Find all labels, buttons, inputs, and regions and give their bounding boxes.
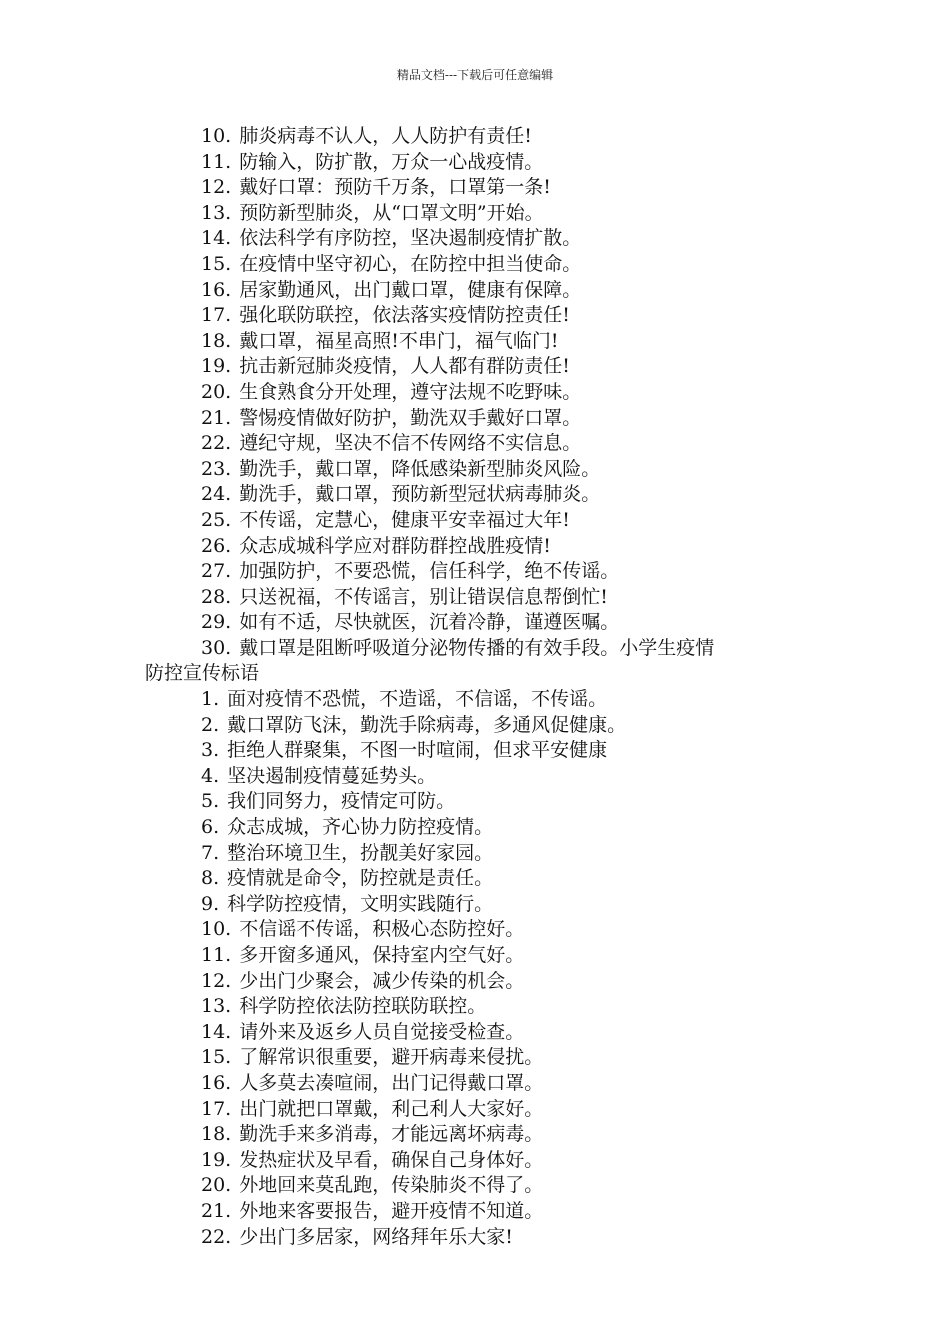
list-item [145, 380, 825, 406]
list-item-text: 戴口罩是阻断呼吸道分泌物传播的有效手段。小学生疫情 [239, 636, 715, 659]
list-item [145, 534, 825, 560]
list-item [145, 329, 825, 355]
list-item-number: 12. [201, 969, 232, 992]
list-item [145, 1173, 825, 1199]
list-item [145, 764, 825, 790]
list-item-text: 坚决遏制疫情蔓延势头。 [227, 764, 437, 787]
list-item-number: 18. [201, 1123, 232, 1146]
list-item-text: 强化联防联控，依法落实疫情防控责任! [239, 304, 570, 327]
list-item-text: 戴口罩防飞沫，勤洗手除病毒，多通风促健康。 [227, 713, 627, 736]
list-item-text: 勤洗手，戴口罩，预防新型冠状病毒肺炎。 [239, 483, 601, 506]
list-item-number: 22. [201, 1225, 232, 1248]
list-item [145, 175, 825, 201]
list-item-text: 外地回来莫乱跑，传染肺炎不得了。 [239, 1174, 544, 1197]
list-item-number: 1. [201, 688, 220, 711]
list-item [145, 789, 825, 815]
list-item-text: 了解常识很重要，避开病毒来侵扰。 [239, 1046, 544, 1069]
list-item-number: 30. [201, 636, 232, 659]
list-item [145, 866, 825, 892]
list-item [145, 1045, 825, 1071]
list-item [145, 713, 825, 739]
list-item-text: 预防新型肺炎，从“口罩文明”开始。 [239, 201, 544, 224]
list-item-number: 29. [201, 611, 232, 634]
list-item-number: 17. [201, 304, 232, 327]
list-item [145, 201, 825, 227]
list-item-text: 依法科学有序防控，坚决遏制疫情扩散。 [239, 227, 582, 250]
list-item [145, 559, 825, 585]
list-item-text: 只送祝福，不传谣言，别让错误信息帮倒忙! [239, 585, 608, 608]
slogan-list-2 [145, 687, 825, 1250]
list-item [145, 150, 825, 176]
list-item [145, 738, 825, 764]
list-item-text: 肺炎病毒不认人，人人防护有责任! [239, 125, 532, 147]
list-item-number: 25. [201, 508, 232, 531]
list-item-text: 请外来及返乡人员自觉接受检查。 [239, 1020, 525, 1043]
list-item [145, 1020, 825, 1046]
list-item-number: 16. [201, 278, 232, 301]
list-item [145, 917, 825, 943]
list-item-text: 拒绝人群聚集，不图一时喧闹，但求平安健康 [227, 739, 608, 762]
document-body [145, 124, 825, 1250]
list-item [145, 1199, 825, 1225]
list-item [145, 943, 825, 969]
list-item [145, 1225, 825, 1251]
list-item-text: 不信谣不传谣，积极心态防控好。 [239, 918, 525, 941]
list-item-number: 27. [201, 560, 232, 583]
list-item [145, 1071, 825, 1097]
list-item-number: 6. [201, 816, 220, 839]
list-item-number: 24. [201, 483, 232, 506]
list-item [145, 482, 825, 508]
list-item-number: 4. [201, 764, 220, 787]
list-item-number: 15. [201, 1046, 232, 1069]
list-item-text: 生食熟食分开处理，遵守法规不吃野味。 [239, 380, 582, 403]
list-item-number: 19. [201, 355, 232, 378]
list-item-number: 21. [201, 1199, 232, 1222]
list-item-text: 外地来客要报告，避开疫情不知道。 [239, 1199, 544, 1222]
list-item-text: 人多莫去凑喧闹，出门记得戴口罩。 [239, 1071, 544, 1094]
list-item [145, 585, 825, 611]
list-item-number: 3. [201, 739, 220, 762]
list-item-number: 20. [201, 1174, 232, 1197]
list-item-text: 如有不适，尽快就医，沉着冷静，谨遵医嘱。 [239, 611, 620, 634]
list-item-number: 21. [201, 406, 232, 429]
list-item-number: 13. [201, 995, 232, 1018]
list-item-text: 疫情就是命令，防控就是责任。 [227, 867, 494, 890]
list-item-number: 20. [201, 380, 232, 403]
list-item-number: 23. [201, 457, 232, 480]
list-item [145, 1097, 825, 1123]
list-item-number: 10. [201, 918, 232, 941]
list-item-text: 戴好口罩：预防千万条，口罩第一条! [239, 176, 551, 199]
list-item-number: 19. [201, 1148, 232, 1171]
list-item-text: 科学防控依法防控联防联控。 [239, 995, 487, 1018]
list-item-number: 22. [201, 432, 232, 455]
list-item [145, 303, 825, 329]
section-heading-continuation: 防控宣传标语 [145, 662, 260, 685]
list-item-number: 12. [201, 176, 232, 199]
list-item-text: 不传谣，定慧心，健康平安幸福过大年! [239, 508, 570, 531]
list-item-number: 16. [201, 1071, 232, 1094]
slogan-list-1 [145, 124, 825, 636]
list-item [145, 841, 825, 867]
list-item-bridge [145, 636, 825, 687]
list-item-text: 面对疫情不恐慌，不造谣，不信谣，不传谣。 [227, 688, 608, 711]
list-item-text: 发热症状及早看，确保自己身体好。 [239, 1148, 544, 1171]
list-item-text: 多开窗多通风，保持室内空气好。 [239, 944, 525, 966]
list-item-text: 警惕疫情做好防护，勤洗双手戴好口罩。 [239, 406, 582, 429]
list-item-text: 整治环境卫生，扮靓美好家园。 [227, 841, 494, 864]
list-item [145, 354, 825, 380]
list-item-number: 2. [201, 713, 220, 736]
list-item-number: 14. [201, 227, 232, 250]
list-item-text: 众志成城科学应对群防群控战胜疫情! [239, 534, 551, 557]
list-item [145, 610, 825, 636]
list-item [145, 252, 825, 278]
list-item-number: 14. [201, 1020, 232, 1043]
list-item [145, 815, 825, 841]
list-item [145, 124, 825, 150]
list-item-text: 少出门少聚会，减少传染的机会。 [239, 969, 525, 992]
list-item [145, 457, 825, 483]
list-item [145, 1122, 825, 1148]
list-item-text: 抗击新冠肺炎疫情，人人都有群防责任! [239, 355, 570, 378]
list-item-text: 加强防护，不要恐慌，信任科学，绝不传谣。 [239, 560, 620, 583]
list-item-number: 11. [201, 150, 232, 173]
list-item [145, 994, 825, 1020]
list-item-text: 勤洗手，戴口罩，降低感染新型肺炎风险。 [239, 457, 601, 480]
list-item-number: 5. [201, 790, 220, 813]
list-item [145, 969, 825, 995]
list-item [145, 278, 825, 304]
list-item-number: 17. [201, 1097, 232, 1120]
list-item-number: 11. [201, 944, 232, 966]
list-item-text: 少出门多居家，网络拜年乐大家! [239, 1225, 513, 1248]
list-item-number: 13. [201, 201, 232, 224]
list-item-text: 在疫情中坚守初心，在防控中担当使命。 [239, 252, 582, 275]
list-item-text: 众志成城，齐心协力防控疫情。 [227, 816, 494, 839]
list-item-text: 戴口罩，福星高照!不串门，福气临门! [239, 329, 559, 352]
list-item-text: 遵纪守规，坚决不信不传网络不实信息。 [239, 432, 582, 455]
list-item-text: 出门就把口罩戴，利己利人大家好。 [239, 1097, 544, 1120]
list-item-number: 10. [201, 125, 232, 147]
list-item [145, 1148, 825, 1174]
list-item-number: 26. [201, 534, 232, 557]
list-item-text: 居家勤通风，出门戴口罩，健康有保障。 [239, 278, 582, 301]
list-item-text: 勤洗手来多消毒，才能远离坏病毒。 [239, 1123, 544, 1146]
list-item-number: 18. [201, 329, 232, 352]
list-item-number: 9. [201, 892, 220, 915]
list-item-text: 科学防控疫情，文明实践随行。 [227, 892, 494, 915]
list-item [145, 687, 825, 713]
list-item-number: 8. [201, 867, 220, 890]
list-item [145, 508, 825, 534]
list-item [145, 406, 825, 432]
list-item [145, 226, 825, 252]
list-item [145, 431, 825, 457]
page-header: 精品文档---下载后可任意编辑 [396, 68, 554, 82]
list-item-text: 我们同努力，疫情定可防。 [227, 790, 456, 813]
list-item-number: 28. [201, 585, 232, 608]
list-item-text: 防输入，防扩散，万众一心战疫情。 [239, 150, 544, 173]
list-item [145, 892, 825, 918]
list-item-number: 7. [201, 841, 220, 864]
list-item-number: 15. [201, 252, 232, 275]
